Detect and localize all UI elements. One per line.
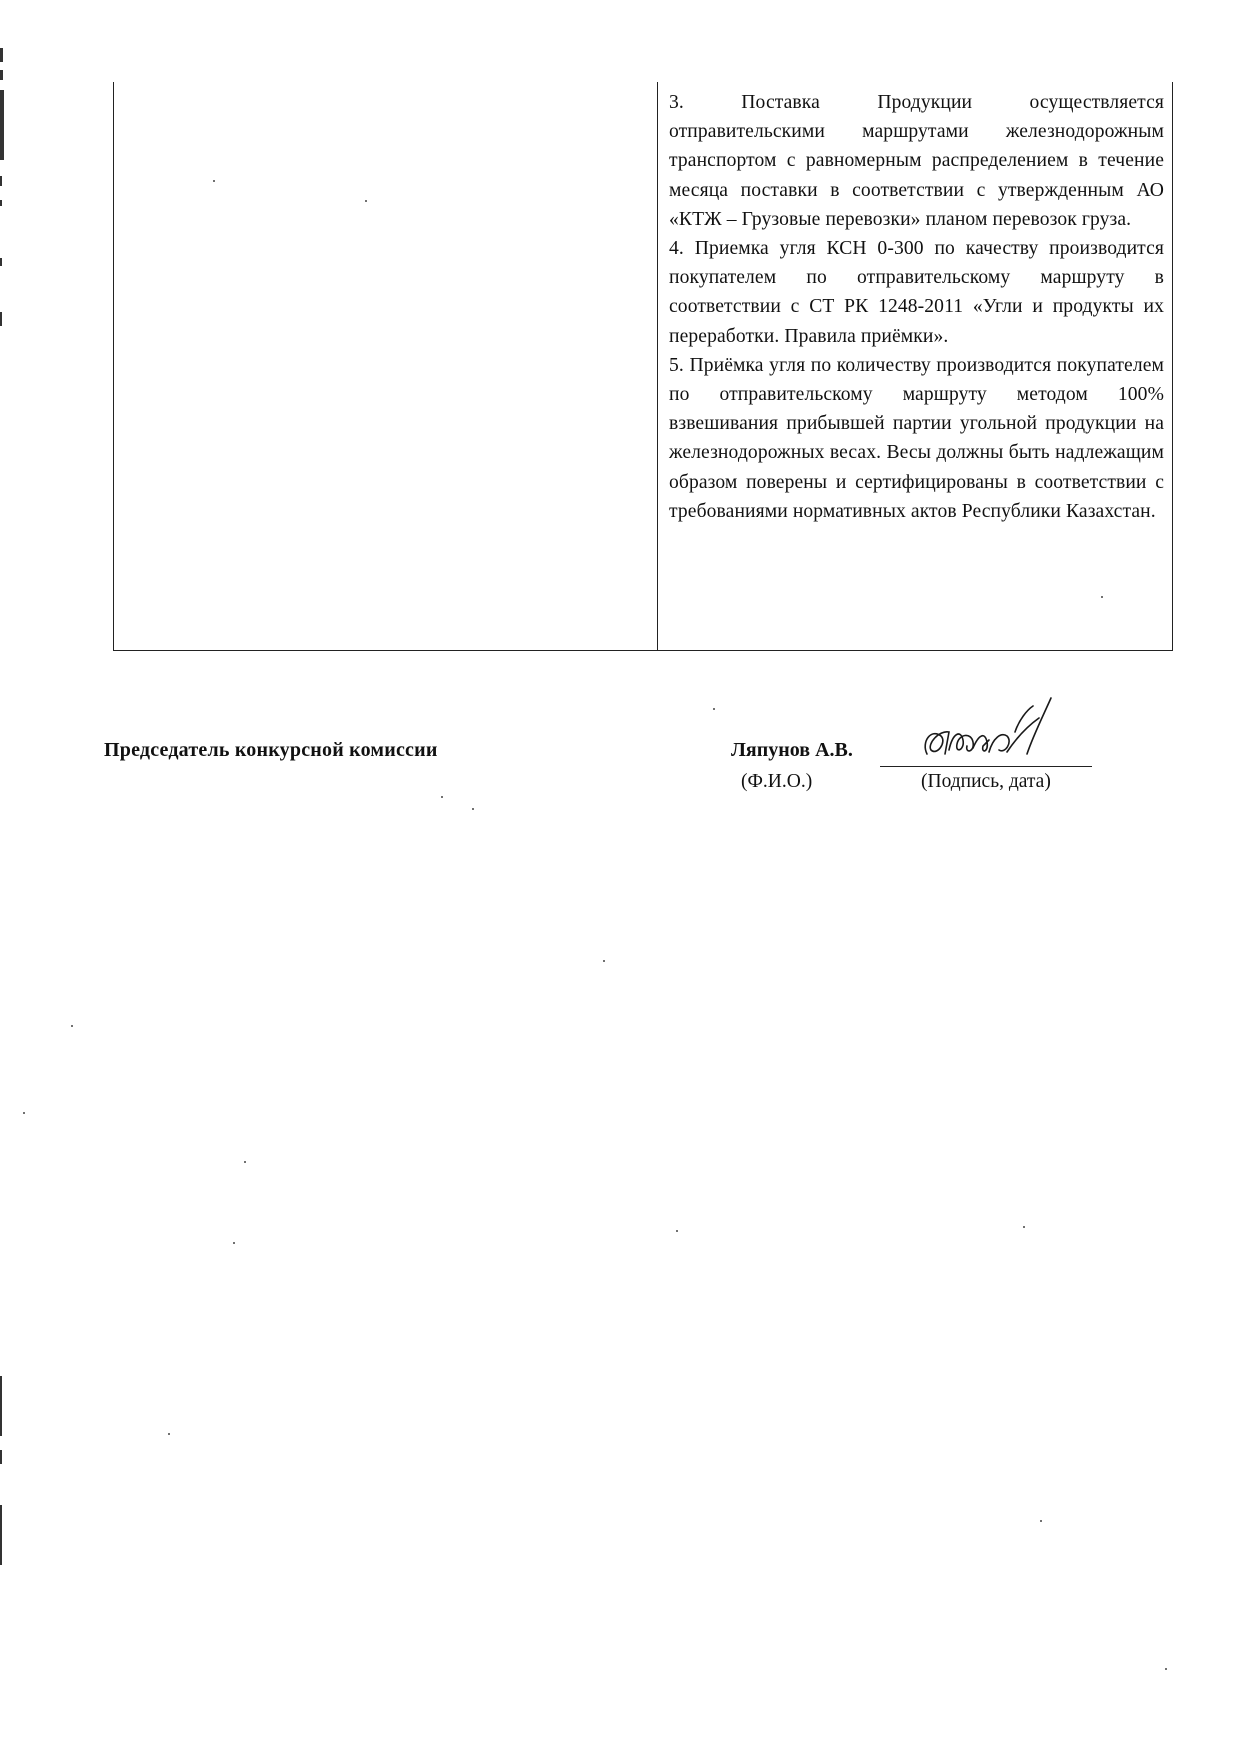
scan-edge-mark [0, 258, 2, 266]
scan-edge-mark [0, 1505, 2, 1565]
scan-speck [213, 180, 215, 182]
scan-speck [1165, 1668, 1167, 1670]
scan-speck [168, 1433, 170, 1435]
scan-edge-mark [0, 70, 3, 80]
scan-speck [676, 1230, 678, 1232]
quality-acceptance-clause: 4. Приемка угля КСН 0-300 по качеству производится покупателем по отправительскому маршруту в соответствии с СТ РК 1248-2011 «Угли и продукты их переработки. Правила приёмки». [669, 238, 1164, 347]
signature-line [880, 766, 1092, 767]
table-right-cell [669, 88, 1164, 526]
name-caption: (Ф.И.О.) [741, 771, 813, 792]
scan-edge-mark [0, 48, 3, 62]
scan-edge-mark [0, 312, 2, 326]
scan-edge-mark [0, 90, 4, 160]
signature-caption: (Подпись, дата) [921, 771, 1051, 792]
scan-speck [244, 1161, 246, 1163]
delivery-clause: 3. Поставка Продукции осуществляется отправительскими маршрутами железнодорожным транспортом с равномерным распределением в течение месяца поставки в соответствии с утвержденным АО «КТЖ – Грузовые перевозки» планом перевозок груза. [669, 92, 1164, 230]
scan-speck [1023, 1226, 1025, 1228]
table-left-cell [114, 82, 657, 650]
scan-speck [71, 1025, 73, 1027]
table-column-divider [657, 82, 658, 650]
scan-edge-mark [0, 1450, 2, 1464]
handwritten-signature [915, 692, 1075, 774]
chairman-name: Ляпунов А.В. [731, 739, 853, 761]
chairman-title: Председатель конкурсной комиссии [104, 739, 438, 761]
scan-speck [365, 200, 367, 202]
scan-speck [713, 708, 715, 710]
scan-speck [603, 960, 605, 962]
scan-edge-mark [0, 200, 2, 206]
quantity-acceptance-clause: 5. Приёмка угля по количеству производится покупателем по отправительскому маршруту методом 100% взвешивания прибывшей партии угольной продукции на железнодорожных весах. Весы должны быть надлежащим образом поверены и сертифицированы в соответствии с требованиями нормативных актов Республики Казахстан. [669, 354, 1164, 522]
scan-speck [1040, 1520, 1042, 1522]
requirements-table [113, 82, 1173, 651]
scan-speck [233, 1242, 235, 1244]
scan-speck [441, 796, 443, 798]
scan-speck [23, 1112, 25, 1114]
scan-edge-mark [0, 1376, 2, 1436]
scan-speck [1101, 596, 1103, 598]
scan-edge-mark [0, 176, 2, 186]
scan-speck [472, 808, 474, 810]
